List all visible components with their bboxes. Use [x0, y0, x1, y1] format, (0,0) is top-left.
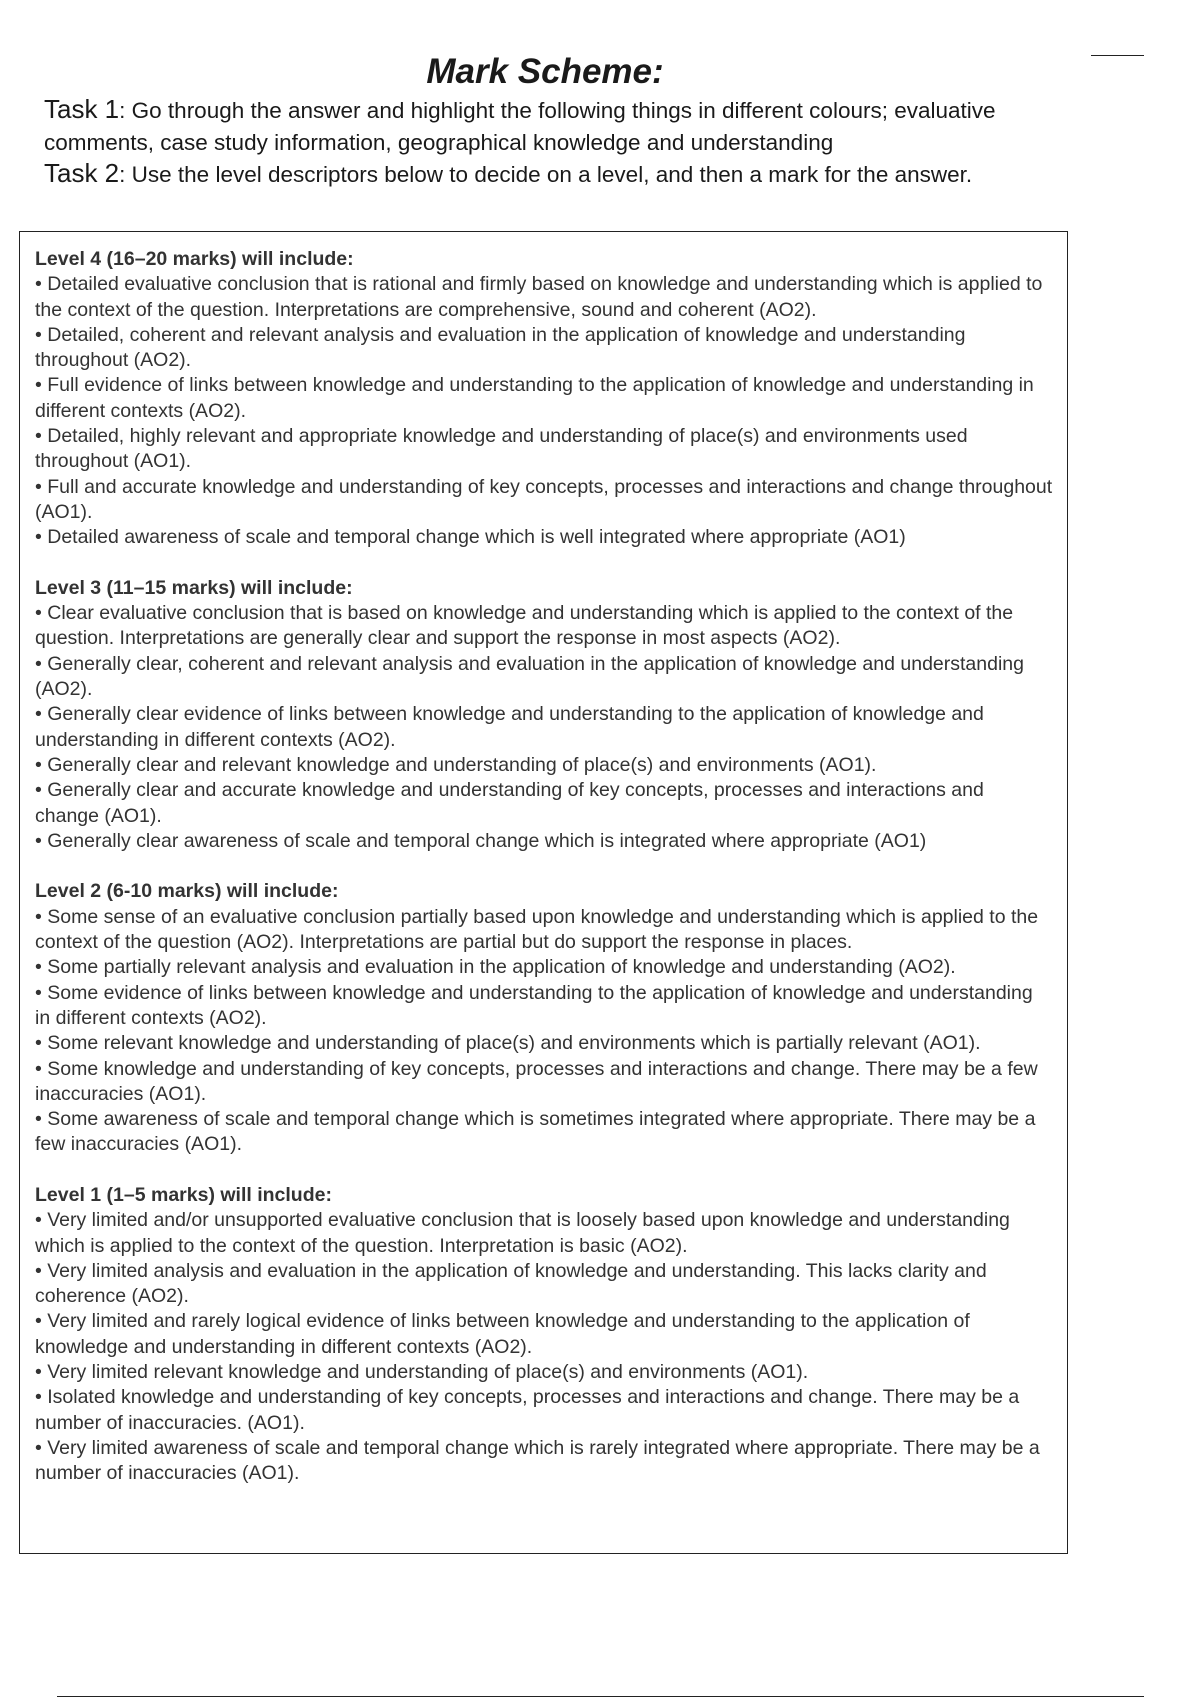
level-3-item: • Generally clear evidence of links between knowledge and understanding to the application of knowledge and understanding in different contexts (AO2). [35, 703, 984, 751]
level-1-item: • Very limited analysis and evaluation in the application of knowledge and understanding. This lacks clarity and coherence (AO2). [35, 1259, 987, 1308]
task-1-label: Task 1 [44, 94, 120, 124]
level-descriptors-box [19, 231, 1068, 1554]
level-2-item: • Some partially relevant analysis and evaluation in the application of knowledge and understanding (AO2). [35, 956, 956, 979]
level-1-section [35, 1183, 1053, 1487]
level-4-item: • Detailed, coherent and relevant analysis and evaluation in the application of knowledge and understanding throughout (AO2). [35, 323, 966, 372]
task-1 [44, 94, 1044, 158]
level-2-item: • Some relevant knowledge and understanding of place(s) and environments which is partially relevant (AO1). [35, 1032, 981, 1055]
level-2-item: • Some knowledge and understanding of key concepts, processes and interactions and change. There may be a few inaccuracies (AO1). [35, 1057, 1038, 1105]
task-2-label: Task 2 [44, 158, 120, 188]
level-1-item: • Isolated knowledge and understanding of key concepts, processes and interactions and change. There may be a number of inaccuracies. (AO1). [35, 1386, 1020, 1434]
task-2 [44, 158, 1044, 191]
level-4-item: • Full evidence of links between knowledge and understanding to the application of knowledge and understanding in different contexts (AO2). [35, 374, 1034, 422]
level-3-item: • Clear evaluative conclusion that is based on knowledge and understanding which is applied to the context of the question. Interpretations are generally clear and support the response in most aspects (AO2). [35, 602, 1014, 650]
level-3-item: • Generally clear and accurate knowledge and understanding of key concepts, processes and interactions and change (AO1). [35, 779, 984, 827]
level-3-section [35, 576, 1053, 854]
level-4-item: • Detailed, highly relevant and appropriate knowledge and understanding of place(s) and environments used throughout (AO1). [35, 425, 968, 473]
level-1-item: • Very limited awareness of scale and temporal change which is rarely integrated where appropriate. There may be a number of inaccuracies (AO1). [35, 1436, 1040, 1485]
level-2-item: • Some evidence of links between knowledge and understanding to the application of knowledge and understanding in different contexts (AO2). [35, 981, 1033, 1029]
level-4-item: • Full and accurate knowledge and understanding of key concepts, processes and interactions and change throughout (AO1). [35, 475, 1053, 523]
level-3-item: • Generally clear awareness of scale and temporal change which is integrated where appropriate (AO1) [35, 829, 927, 852]
task-2-text: : Use the level descriptors below to decide on a level, and then a mark for the answer. [119, 162, 973, 187]
level-3-item: • Generally clear and relevant knowledge and understanding of place(s) and environments (AO1). [35, 753, 877, 776]
level-4-item: • Detailed awareness of scale and temporal change which is well integrated where appropriate (AO1) [35, 526, 906, 549]
level-3-item: • Generally clear, coherent and relevant analysis and evaluation in the application of knowledge and understanding (AO2). [35, 652, 1024, 701]
header-rule [1091, 55, 1144, 56]
level-4-section [35, 247, 1053, 551]
task-instructions [44, 94, 1044, 191]
level-2-item: • Some sense of an evaluative conclusion partially based upon knowledge and understanding which is applied to the context of the question (AO2). Interpretations are partial but do support the response in places. [35, 905, 1039, 954]
footer-rule [57, 1696, 1144, 1697]
level-1-item: • Very limited and/or unsupported evaluative conclusion that is loosely based upon knowledge and understanding which is applied to the context of the question. Interpretation is basic (AO2). [35, 1209, 1010, 1257]
level-1-heading: Level 1 (1–5 marks) will include: [35, 1183, 332, 1206]
task-1-text: : Go through the answer and highlight the following things in different colours; evaluative comments, case study information, geographical knowledge and understanding [44, 98, 996, 155]
level-3-heading: Level 3 (11–15 marks) will include: [35, 576, 353, 599]
level-4-heading: Level 4 (16–20 marks) will include: [35, 248, 354, 270]
page-title: Mark Scheme: [426, 52, 664, 91]
level-1-item: • Very limited and rarely logical evidence of links between knowledge and understanding to the application of knowledge and understanding in different contexts (AO2). [35, 1310, 970, 1358]
level-4-item: • Detailed evaluative conclusion that is rational and firmly based on knowledge and understanding which is applied to the context of the question. Interpretations are comprehensive, sound and coherent (AO2). [35, 273, 1043, 321]
level-2-item: • Some awareness of scale and temporal change which is sometimes integrated where appropriate. There may be a few inaccuracies (AO1). [35, 1108, 1036, 1156]
level-2-heading: Level 2 (6-10 marks) will include: [35, 880, 339, 903]
level-2-section [35, 879, 1053, 1157]
level-1-item: • Very limited relevant knowledge and understanding of place(s) and environments (AO1). [35, 1361, 809, 1384]
